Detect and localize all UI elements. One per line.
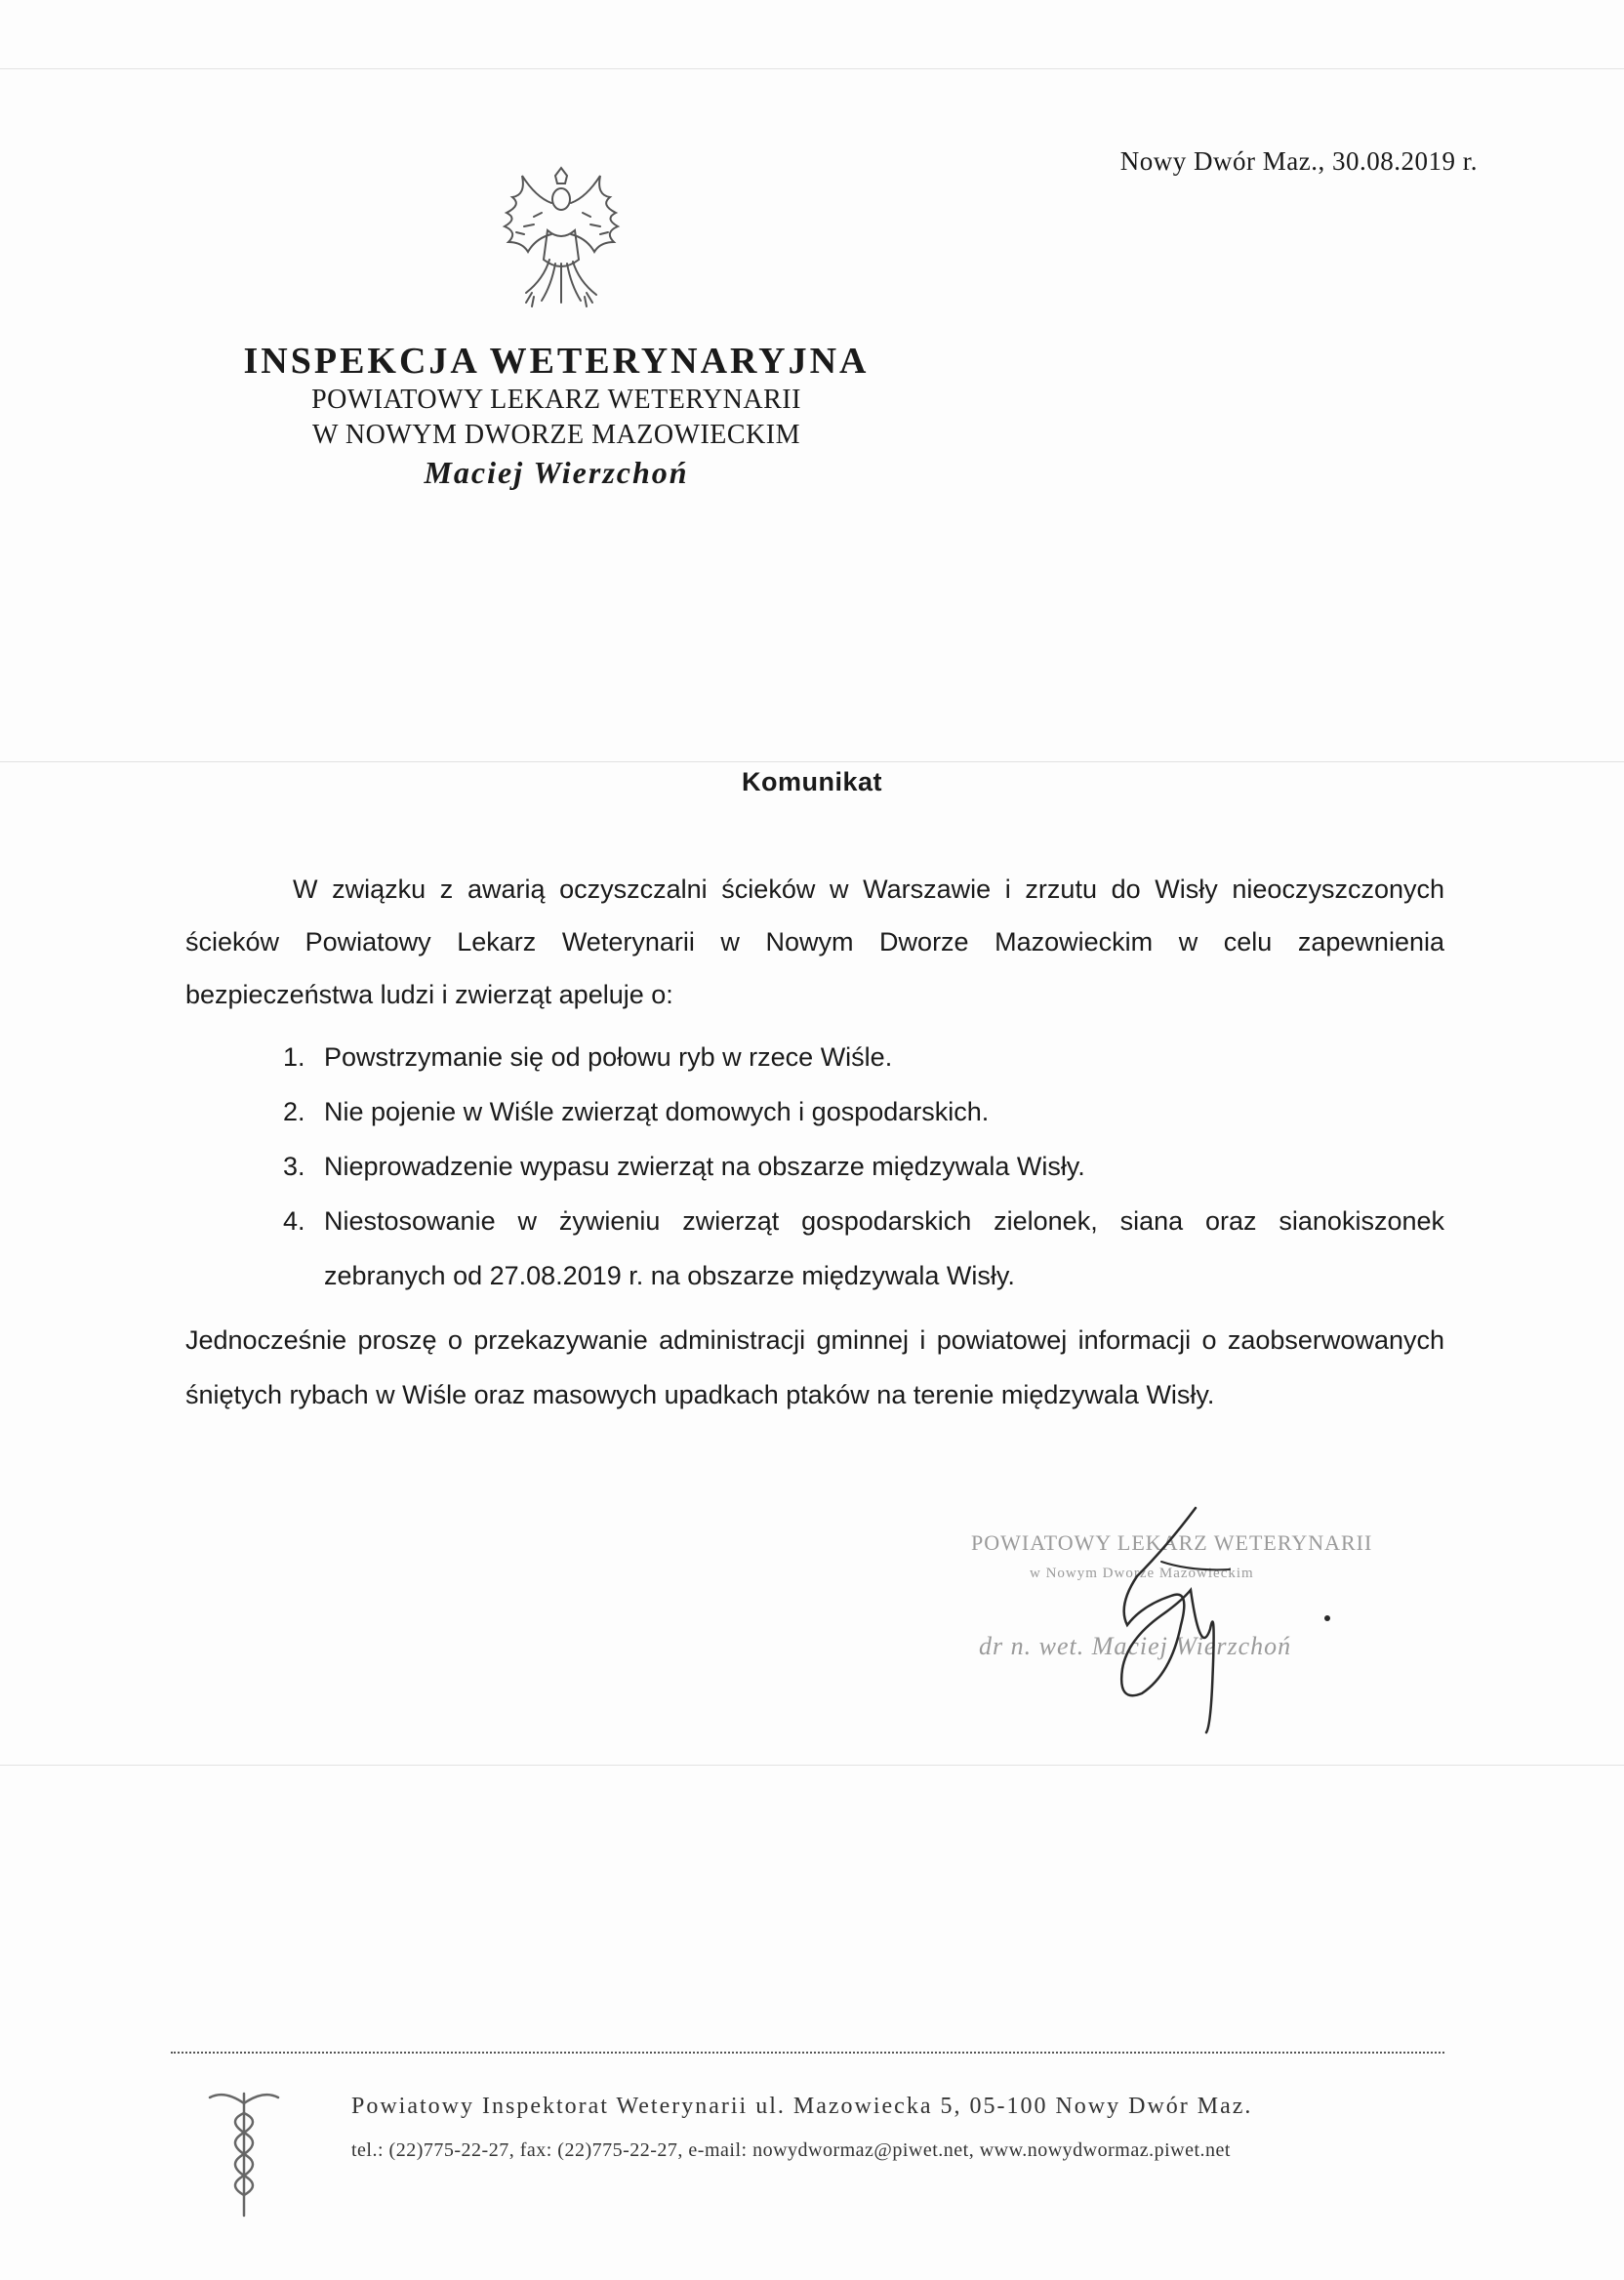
list-item-number: 2. <box>283 1097 305 1126</box>
list-item-text: Nieprowadzenie wypasu zwierząt na obszarze międzywala Wisły. <box>324 1152 1085 1181</box>
list-item-number: 3. <box>283 1152 305 1181</box>
scan-artifact-line <box>0 68 1624 69</box>
list-item <box>283 1194 1444 1303</box>
signature-stamp <box>961 1503 1371 1776</box>
list-item <box>283 1139 1444 1194</box>
list-item <box>283 1030 1444 1084</box>
office-location: W NOWYM DWORZE MAZOWIECKIM <box>311 420 801 450</box>
list-item-text: Nie pojenie w Wiśle zwierząt domowych i gospodarskich. <box>324 1097 990 1126</box>
stamp-line-name: dr n. wet. Maciej Wierzchoń <box>979 1632 1292 1660</box>
caduceus-icon <box>200 2084 288 2220</box>
footer-contact: tel.: (22)775-22-27, fax: (22)775-22-27, e-mail: nowydwormaz@piwet.net, www.nowydwormaz.piwet.net <box>351 2139 1231 2161</box>
list-item-text: Niestosowanie w żywieniu zwierząt gospodarskich zielonek, siana oraz sianokiszonek zebranych od 27.08.2019 r. na obszarze międzywala Wisły. <box>324 1206 1444 1290</box>
list-item-text: Powstrzymanie się od połowu ryb w rzece Wiśle. <box>324 1042 893 1072</box>
list-item <box>283 1084 1444 1139</box>
stamp-line-title: POWIATOWY LEKARZ WETERYNARII <box>971 1530 1373 1555</box>
list-item-number: 1. <box>283 1042 305 1072</box>
letterhead <box>137 340 976 492</box>
scan-artifact-line <box>0 1765 1624 1766</box>
stamp-line-location: w Nowym Dworze Mazowieckim <box>1030 1566 1254 1581</box>
official-name: Maciej Wierzchoń <box>424 455 689 490</box>
letter-date: Nowy Dwór Maz., 30.08.2019 r. <box>1119 146 1478 176</box>
scan-artifact-line <box>0 761 1624 762</box>
footer-address: Powiatowy Inspektorat Weterynarii ul. Mazowiecka 5, 05-100 Nowy Dwór Maz. <box>351 2094 1253 2119</box>
document-title: Komunikat <box>741 767 882 796</box>
office-title: POWIATOWY LEKARZ WETERYNARII <box>311 385 801 415</box>
handwritten-signature <box>961 1503 1371 1776</box>
intro-text: W związku z awarią oczyszczalni ścieków w Warszawie i zrzutu do Wisły nieoczyszczonych ścieków Powiatowy Lekarz Weterynarii w Nowym Dworze Mazowieckim w celu zapewnienia bezpieczeństwa ludzi i zwierząt apeluje o: <box>185 875 1444 1009</box>
polish-eagle-icon <box>493 164 629 320</box>
list-item-number: 4. <box>283 1206 305 1236</box>
intro-paragraph <box>185 863 1444 1021</box>
footer-divider <box>171 2052 1444 2054</box>
organization-name: INSPEKCJA WETERYNARYJNA <box>243 341 870 382</box>
closing-paragraph: Jednocześnie proszę o przekazywanie administracji gminnej i powiatowej informacji o zaobserwowanych śniętych rybach w Wiśle oraz masowych upadkach ptaków na terenie międzywala Wisły. <box>185 1325 1444 1409</box>
appeal-list <box>283 1030 1444 1303</box>
